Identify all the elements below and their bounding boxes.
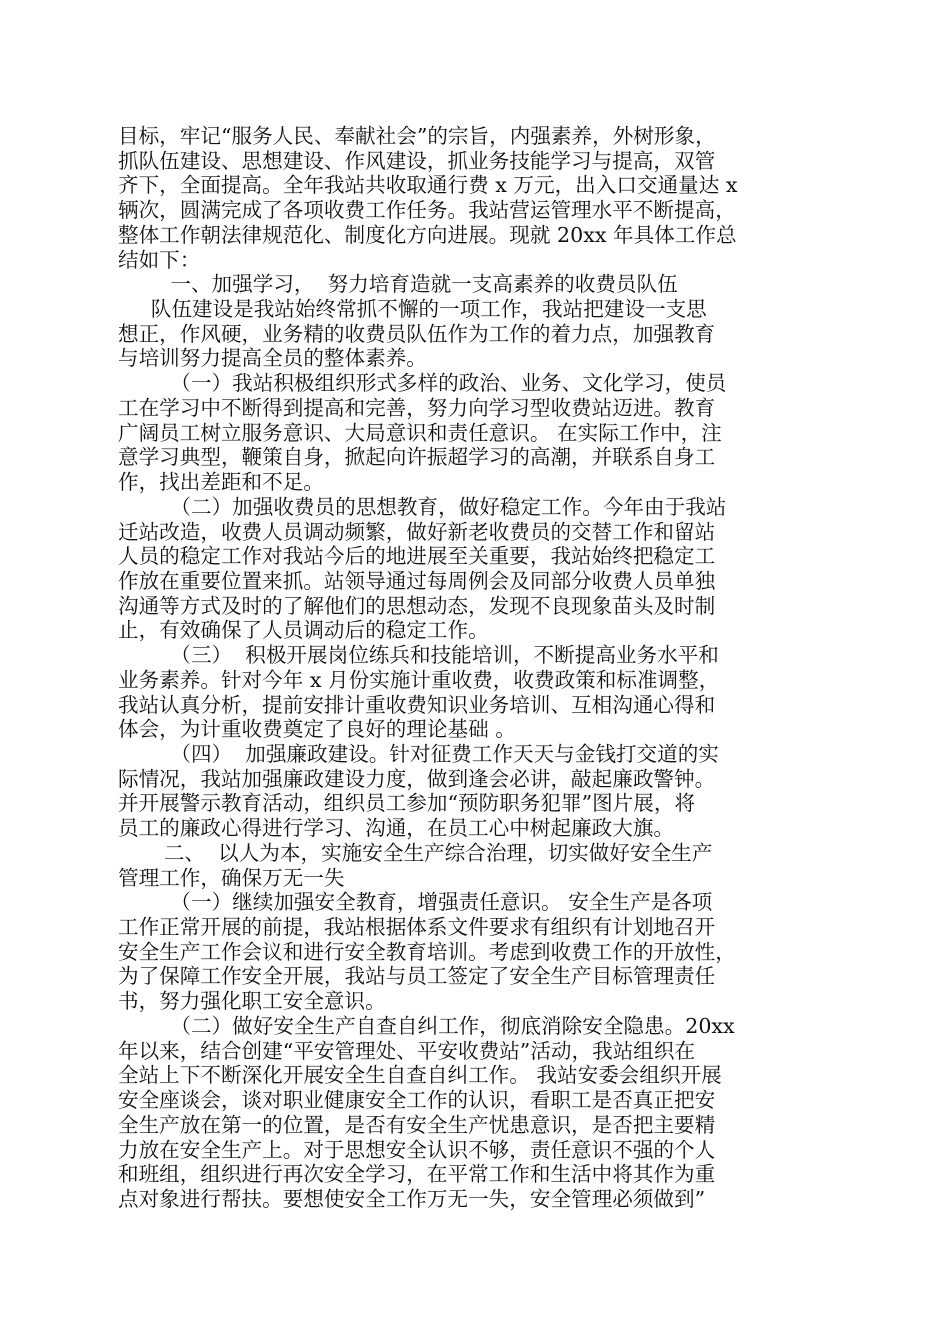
text-line: 整体工作朝法律规范化、制度化方向进展。现就 20xx 年具体工作总 [118, 222, 737, 247]
text-line: 全生产放在第一的位置，是否有安全生产忧患意识，是否把主要精 [118, 1112, 716, 1137]
section-heading: 二、 以人为本，实施安全生产综合治理，切实做好安全生产 [118, 840, 713, 865]
text-line: 沟通等方式及时的了解他们的思想动态，发现不良现象苗头及时制 [118, 593, 716, 618]
text-line: 结如下： [118, 247, 201, 272]
text-line: 工作正常开展的前提，我站根据体系文件要求有组织有计划地召开 [118, 915, 716, 940]
text-line: 迁站改造，收费人员调动频繁，做好新老收费员的交替工作和留站 [118, 519, 716, 544]
text-line: 业务素养。针对今年 x 月份实施计重收费，收费政策和标准调整， [118, 667, 720, 692]
text-line: 安全生产工作会议和进行安全教育培训。考虑到收费工作的开放性， [118, 939, 736, 964]
text-line: 和班组，组织进行再次安全学习，在平常工作和生活中将其作为重 [118, 1162, 716, 1187]
text-line: 为了保障工作安全开展，我站与员工签定了安全生产目标管理责任 [118, 964, 716, 989]
text-line: 作放在重要位置来抓。站领导通过每周例会及同部分收费人员单独 [118, 568, 716, 593]
text-line: （二）加强收费员的思想教育，做好稳定工作。今年由于我站 [118, 494, 727, 519]
text-line: 队伍建设是我站始终常抓不懈的一项工作，我站把建设一支思 [118, 297, 707, 322]
section-heading: 一、加强学习， 努力培育造就一支高素养的收费员队伍 [118, 272, 678, 297]
text-line: 作，找出差距和不足。 [118, 470, 324, 495]
text-line: 意学习典型，鞭策自身，掀起向许振超学习的高潮，并联系自身工 [118, 445, 716, 470]
text-line: 书，努力强化职工安全意识。 [118, 989, 386, 1014]
text-line: 力放在安全生产上。对于思想安全认识不够，责任意识不强的个人 [118, 1137, 716, 1162]
text-line: 管理工作，确保万无一失 [118, 865, 345, 890]
text-line: 安全座谈会，谈对职业健康安全工作的认识，看职工是否真正把安 [118, 1088, 716, 1113]
text-line: 体会，为计重收费奠定了良好的理论基础 。 [118, 717, 516, 742]
text-line: 目标，牢记“服务人民、奉献社会”的宗旨，内强素养，外树形象， [118, 124, 716, 148]
text-line: 我站认真分析，提前安排计重收费知识业务培训、互相沟通心得和 [118, 692, 716, 717]
text-line: 员工的廉政心得进行学习、沟通，在员工心中树起廉政大旗。 [118, 816, 675, 841]
text-line: 工在学习中不断得到提高和完善，努力向学习型收费站迈进。教育 [118, 395, 716, 420]
text-line: （一）我站积极组织形式多样的政治、业务、文化学习，使员 [118, 371, 727, 396]
text-line: （三） 积极开展岗位练兵和技能培训，不断提高业务水平和 [118, 643, 719, 668]
text-line: 止，有效确保了人员调动后的稳定工作。 [118, 618, 489, 643]
text-line: 并开展警示教育活动，组织员工参加“预防职务犯罪”图片展，将 [118, 791, 696, 816]
text-line: （四） 加强廉政建设。针对征费工作天天与金钱打交道的实 [118, 742, 719, 766]
text-line: 抓队伍建设、思想建设、作风建设，抓业务技能学习与提高，双管 [118, 148, 716, 173]
text-line: 点对象进行帮扶。要想使安全工作万无一失，安全管理必须做到” [118, 1186, 706, 1211]
text-line: 年以来，结合创建“平安管理处、平安收费站”活动，我站组织在 [118, 1038, 696, 1063]
text-line: （二）做好安全生产自查自纠工作，彻底消除安全隐患。20xx [118, 1013, 735, 1038]
text-line: 广阔员工树立服务意识、大局意识和责任意识。 在实际工作中，注 [118, 420, 722, 445]
text-line: （一）继续加强安全教育，增强责任意识。 安全生产是各项 [118, 890, 713, 915]
text-line: 全站上下不断深化开展安全生自查自纠工作。 我站安委会组织开展 [118, 1063, 722, 1088]
text-line: 与培训努力提高全员的整体素养。 [118, 346, 427, 371]
text-line: 齐下，全面提高。全年我站共收取通行费 x 万元，出入口交通量达 x [118, 173, 738, 198]
text-line: 想正，作风硬，业务精的收费员队伍作为工作的着力点，加强教育 [118, 321, 716, 346]
text-line: 人员的稳定工作对我站今后的地进展至关重要，我站始终把稳定工 [118, 544, 716, 569]
text-line: 际情况，我站加强廉政建设力度，做到逢会必讲，敲起廉政警钟。 [118, 766, 716, 791]
text-line: 辆次，圆满完成了各项收费工作任务。我站营运管理水平不断提高， [118, 198, 736, 223]
